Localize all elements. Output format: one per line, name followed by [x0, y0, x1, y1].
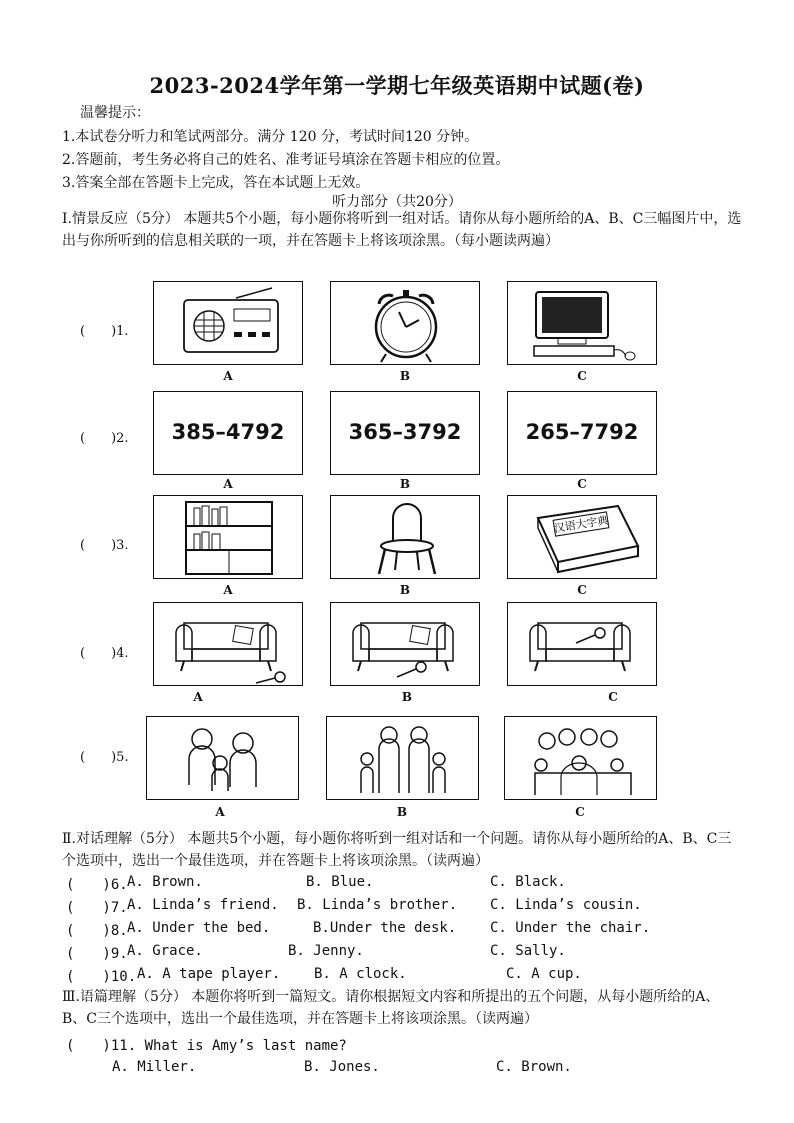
phone-number: 385–4792 [171, 420, 285, 444]
option-c[interactable]: C. Linda’s cousin. [490, 897, 642, 913]
notice-item: 1.本试卷分听力和笔试两部分。满分 120 分，考试时间120 分钟。 [62, 129, 479, 145]
option-letter: B [401, 690, 413, 704]
option-picture-c[interactable] [507, 281, 657, 365]
question-number: ( )9. [66, 946, 128, 962]
option-letter: B [399, 477, 411, 491]
option-letter: A [193, 690, 203, 704]
option-letter: A [223, 583, 233, 597]
option-picture-a[interactable] [153, 391, 303, 475]
question-number: ( )3. [80, 538, 129, 553]
radio-icon [154, 282, 304, 366]
option-b[interactable]: B. Jones. [304, 1059, 380, 1075]
option-picture-b[interactable] [330, 391, 480, 475]
option-letter: C [608, 690, 618, 704]
option-a[interactable]: A. Linda’s friend. [127, 897, 279, 913]
option-picture-a[interactable] [153, 495, 303, 579]
notice-item: 2.答题前，考生务必将自己的姓名、准考证号填涂在答题卡相应的位置。 [62, 152, 510, 168]
option-a[interactable]: A. Miller. [112, 1059, 197, 1075]
page-title: 2023-2024学年第一学期七年级英语期中试题(卷) [149, 73, 645, 98]
option-picture-b[interactable] [330, 281, 480, 365]
notice-item: 3.答案全部在答题卡上完成，答在本试题上无效。 [62, 175, 370, 191]
family-icon [327, 717, 480, 801]
sofa-key-icon [508, 603, 658, 687]
part1-instruction: Ⅰ.情景反应（5分） 本题共5个小题，每小题你将听到一组对话。请你从每小题所给的A、B、C三幅图片中，选出与你所听到的信息相关联的一项，并在答题卡上将该项涂黑。（每小题读两遍） [62, 211, 742, 249]
option-letter: B [399, 369, 411, 383]
family-icon [147, 717, 300, 801]
option-picture-a[interactable] [153, 602, 303, 686]
option-c[interactable]: C. A cup. [506, 966, 582, 982]
option-picture-c[interactable] [504, 716, 657, 800]
part2-instruction: Ⅱ.对话理解（5分） 本题共5个小题，每小题你将听到一组对话和一个问题。请你从每小题所给的A、B、C三个选项中，选出一个最佳选项，并在答题卡上将该项涂黑。（读两遍） [62, 831, 732, 869]
option-letter: A [223, 369, 233, 383]
question-number: ( )10. [66, 969, 137, 985]
question-number: ( )2. [80, 431, 129, 446]
option-c[interactable]: C. Sally. [490, 943, 566, 959]
option-picture-c[interactable] [507, 495, 657, 579]
phone-number: 365–3792 [348, 420, 462, 444]
question-number: ( )1. [80, 324, 129, 339]
sofa-key-icon [154, 603, 304, 687]
option-picture-c[interactable] [507, 391, 657, 475]
question-number: ( )4. [80, 646, 129, 661]
option-letter: A [223, 477, 233, 491]
option-c[interactable]: C. Black. [490, 874, 566, 890]
question-stem: ( )11. What is Amy’s last name? [66, 1038, 347, 1054]
computer-icon [508, 282, 658, 366]
option-letter: A [215, 805, 225, 819]
option-picture-b[interactable] [330, 602, 480, 686]
option-picture-b[interactable] [330, 495, 480, 579]
phone-number: 265–7792 [525, 420, 639, 444]
family-icon [505, 717, 658, 801]
option-letter: C [577, 477, 587, 491]
option-letter: C [577, 583, 587, 597]
option-a[interactable]: A. Grace. [127, 943, 203, 959]
option-b[interactable]: B. Jenny. [288, 943, 364, 959]
sofa-key-icon [331, 603, 481, 687]
option-b[interactable]: B. A clock. [314, 966, 407, 982]
option-a[interactable]: A. Under the bed. [127, 920, 271, 936]
option-letter: B [396, 805, 408, 819]
dictionary-icon [508, 496, 658, 580]
notice-heading: 温馨提示： [80, 105, 150, 121]
option-a[interactable]: A. Brown. [127, 874, 203, 890]
bookcase-icon [154, 496, 304, 580]
part3-instruction: Ⅲ.语篇理解（5分） 本题你将听到一篇短文。请你根据短文内容和所提出的五个问题，从每小题所给的A、B、C三个选项中，选出一个最佳选项，并在答题卡上将该项涂黑。（读两遍） [62, 989, 720, 1027]
question-number: ( )6. [66, 877, 128, 893]
alarm-clock-icon [331, 282, 481, 366]
question-number: ( )5. [80, 750, 129, 765]
option-b[interactable]: B.Under the desk. [313, 920, 457, 936]
option-picture-a[interactable] [153, 281, 303, 365]
question-number: ( )7. [66, 900, 128, 916]
option-picture-b[interactable] [326, 716, 479, 800]
option-c[interactable]: C. Under the chair. [490, 920, 651, 936]
option-letter: C [575, 805, 585, 819]
option-letter: B [399, 583, 411, 597]
option-b[interactable]: B. Linda’s brother. [297, 897, 458, 913]
option-picture-c[interactable] [507, 602, 657, 686]
chair-icon [331, 496, 481, 580]
option-b[interactable]: B. Blue. [306, 874, 374, 890]
option-c[interactable]: C. Brown. [496, 1059, 572, 1075]
option-picture-a[interactable] [146, 716, 299, 800]
book-title: 汉语大字典 [552, 513, 610, 536]
listening-heading: 听力部分（共20分） [332, 194, 462, 210]
question-number: ( )8. [66, 923, 128, 939]
option-letter: C [577, 369, 587, 383]
option-a[interactable]: A. A tape player. [137, 966, 281, 982]
